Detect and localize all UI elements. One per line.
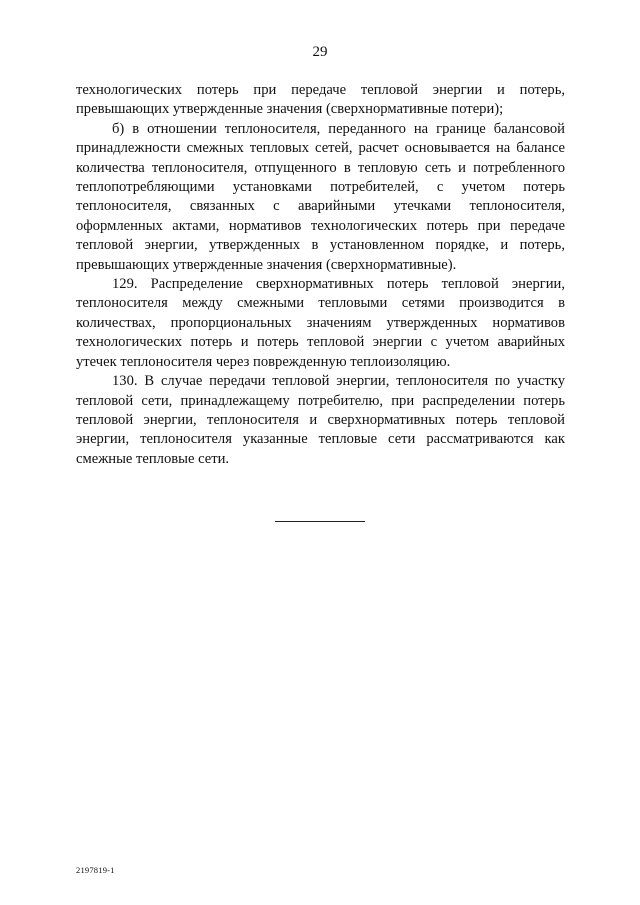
page-number: 29 xyxy=(312,44,328,60)
paragraph-129: 129. Распределение сверхнормативных потерь тепловой энергии, теплоносителя между смежными тепловыми сетями производится в количествах, пропорциональных значениям утвержденных нормативов технологических потерь и потерь тепловой энергии с учетом аварийных утечек теплоносителя через поврежденную теплоизоляцию. xyxy=(76,276,565,370)
paragraph-continuation: технологических потерь при передаче тепловой энергии и потерь, превышающих утвержденные значения (сверхнормативные потери); xyxy=(76,82,565,118)
paragraph-clause-b: б) в отношении теплоносителя, переданного на границе балансовой принадлежности смежных тепловых сетей, расчет основывается на балансе количества теплоносителя, отпущенного в тепловую сеть и потребленного теплопотребляющими установками потребителей, с учетом потерь теплоносителя, связанных с аварийными утечками теплоносителя, оформленных актами, нормативов технологических потерь при передаче тепловой энергии, утвержденных в установленном порядке, и потерь, превышающих утвержденные значения (сверхнормативные). xyxy=(76,120,565,273)
document-body xyxy=(76,81,565,469)
end-divider-line xyxy=(275,521,365,522)
paragraph-130: 130. В случае передачи тепловой энергии, теплоносителя по участку тепловой сети, принадлежащему потребителю, при распределении потерь тепловой энергии, теплоносителя и сверхнормативных потерь тепловой энергии, теплоносителя указанные тепловые сети рассматриваются как смежные тепловые сети. xyxy=(76,373,565,467)
document-code: 2197819-1 xyxy=(76,865,115,875)
